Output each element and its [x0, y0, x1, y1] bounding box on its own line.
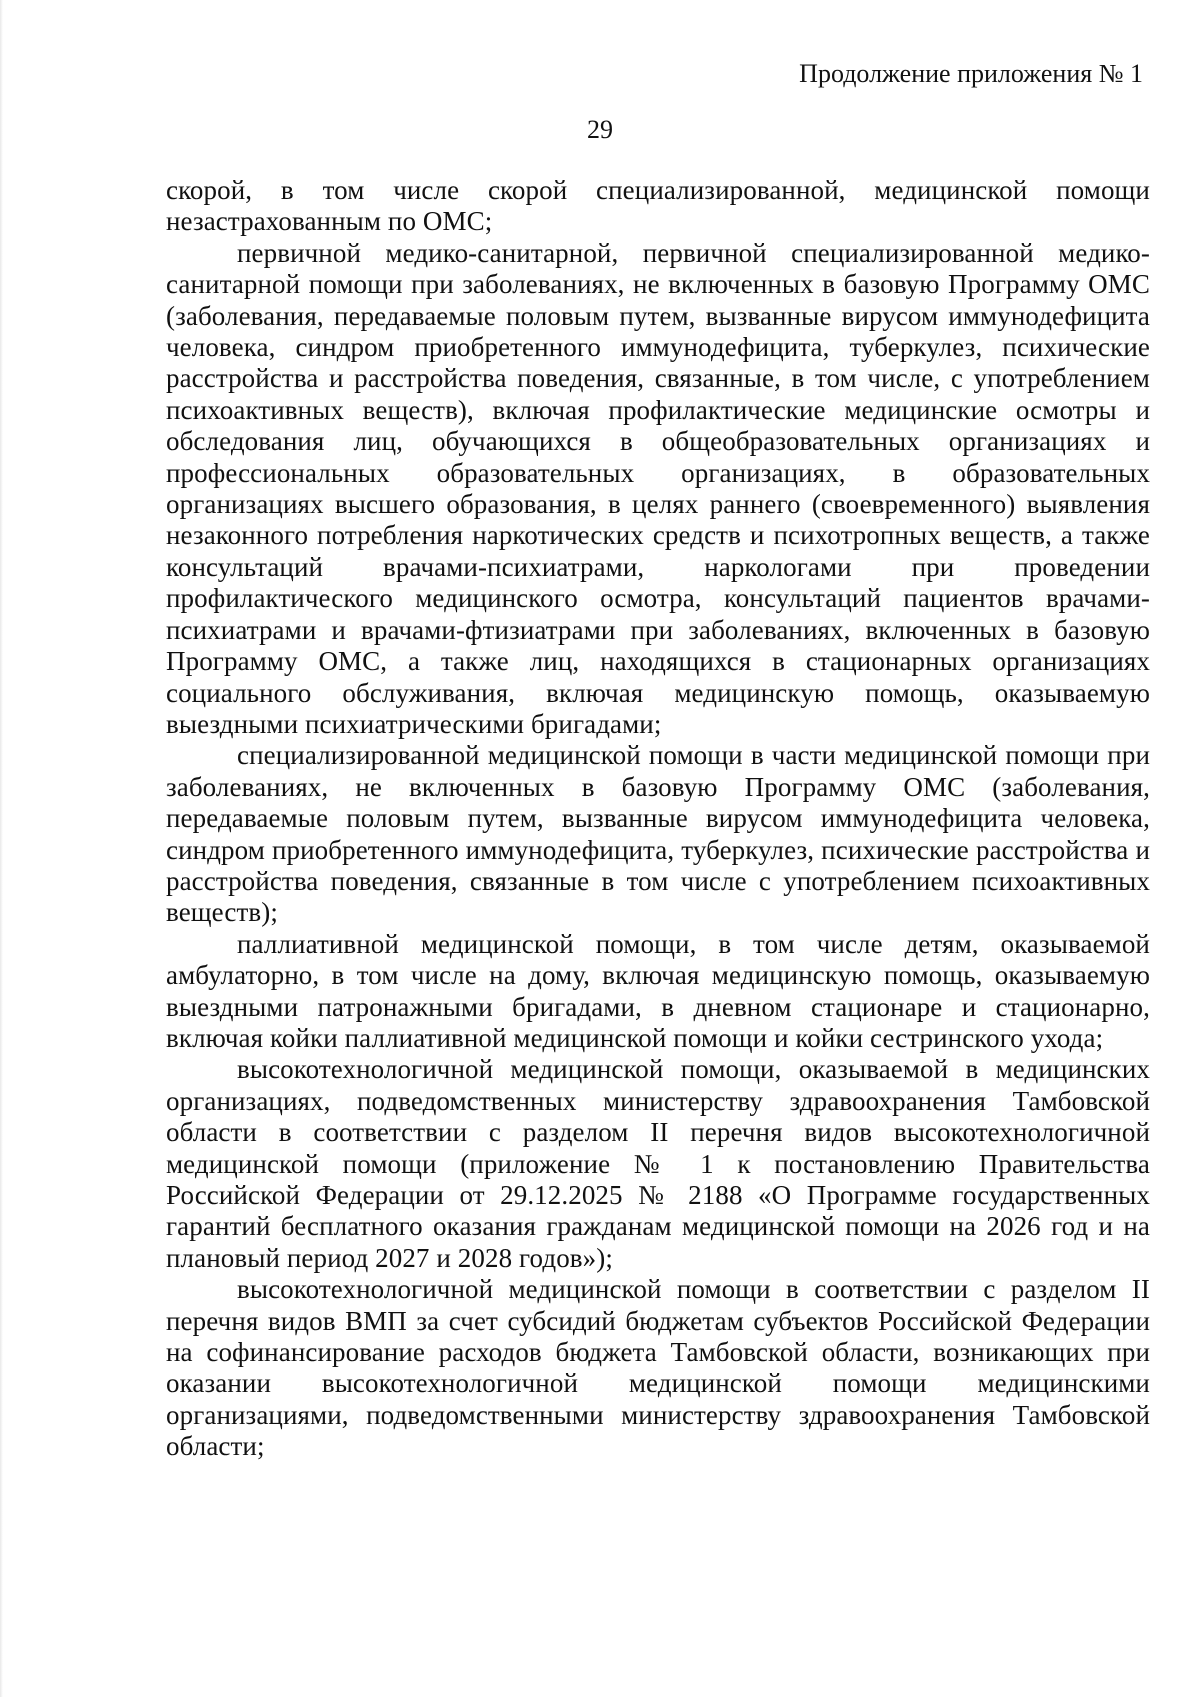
paragraph-palliative-care: паллиативной медицинской помощи, в том числе детям, оказываемой амбулаторно, в том числе на дому, включая медицинскую помощь, оказываемую выездными патронажными бригадами, в дневном стационаре и стационарно, включая койки паллиативной медицинской помощи и койки сестринского ухода; — [166, 928, 1150, 1053]
document-body — [166, 175, 1150, 1463]
page-number: 29 — [587, 115, 613, 144]
paragraph-high-tech-subsidy: высокотехнологичной медицинской помощи в соответствии с разделом II перечня видов ВМП за счет субсидий бюджетам субъектов Российской Федерации на софинансирование расходов бюджета Тамбовской области, возникающих при оказании высокотехнологичной медицинской помощи медицинскими организациями, подведомственными министерству здравоохранения Тамбовской области; — [166, 1274, 1150, 1462]
paragraph-specialized-care: специализированной медицинской помощи в части медицинской помощи при заболеваниях, не включенных в базовую Программу ОМС (заболевания, передаваемые половым путем, вызванные вирусом иммунодефицита человека, синдром приобретенного иммунодефицита, туберкулез, психические расстройства и расстройства поведения, связанные в том числе с употреблением психоактивных веществ); — [166, 740, 1150, 928]
scan-edge-shadow — [0, 0, 3, 1697]
paragraph-high-tech-care: высокотехнологичной медицинской помощи, оказываемой в медицинских организациях, подведомственных министерству здравоохранения Тамбовской области в соответствии с разделом II перечня видов высокотехнологичной медицинской помощи (приложение № 1 к постановлению Правительства Российской Федерации от 29.12.2025 № 2188 «О Программе государственных гарантий бесплатного оказания гражданам медицинской помощи на 2026 год и на плановый период 2027 и 2028 годов»); — [166, 1054, 1150, 1273]
paragraph-emergency-care: скорой, в том числе скорой специализированной, медицинской помощи незастрахованным по ОМС; — [166, 175, 1150, 237]
paragraph-primary-care: первичной медико-санитарной, первичной специализированной медико-санитарной помощи при заболеваниях, не включенных в базовую Программу ОМС (заболевания, передаваемые половым путем, вызванные вирусом иммунодефицита человека, синдром приобретенного иммунодефицита, туберкулез, психические расстройства и расстройства поведения, связанные, в том числе, с употреблением психоактивных веществ), включая профилактические медицинские осмотры и обследования лиц, обучающихся в общеобразовательных организациях и профессиональных образовательных организациях, в образовательных организациях высшего образования, в целях раннего (своевременного) выявления незаконного потребления наркотических средств и психотропных веществ, а также консультаций врачами-психиатрами, наркологами при проведении профилактического медицинского осмотра, консультаций пациентов врачами-психиатрами и врачами-фтизиатрами при заболеваниях, включенных в базовую Программу ОМС, а также лиц, находящихся в стационарных организациях социального обслуживания, включая медицинскую помощь, оказываемую выездными психиатрическими бригадами; — [166, 237, 1150, 739]
appendix-continuation-header: Продолжение приложения № 1 — [799, 59, 1143, 88]
